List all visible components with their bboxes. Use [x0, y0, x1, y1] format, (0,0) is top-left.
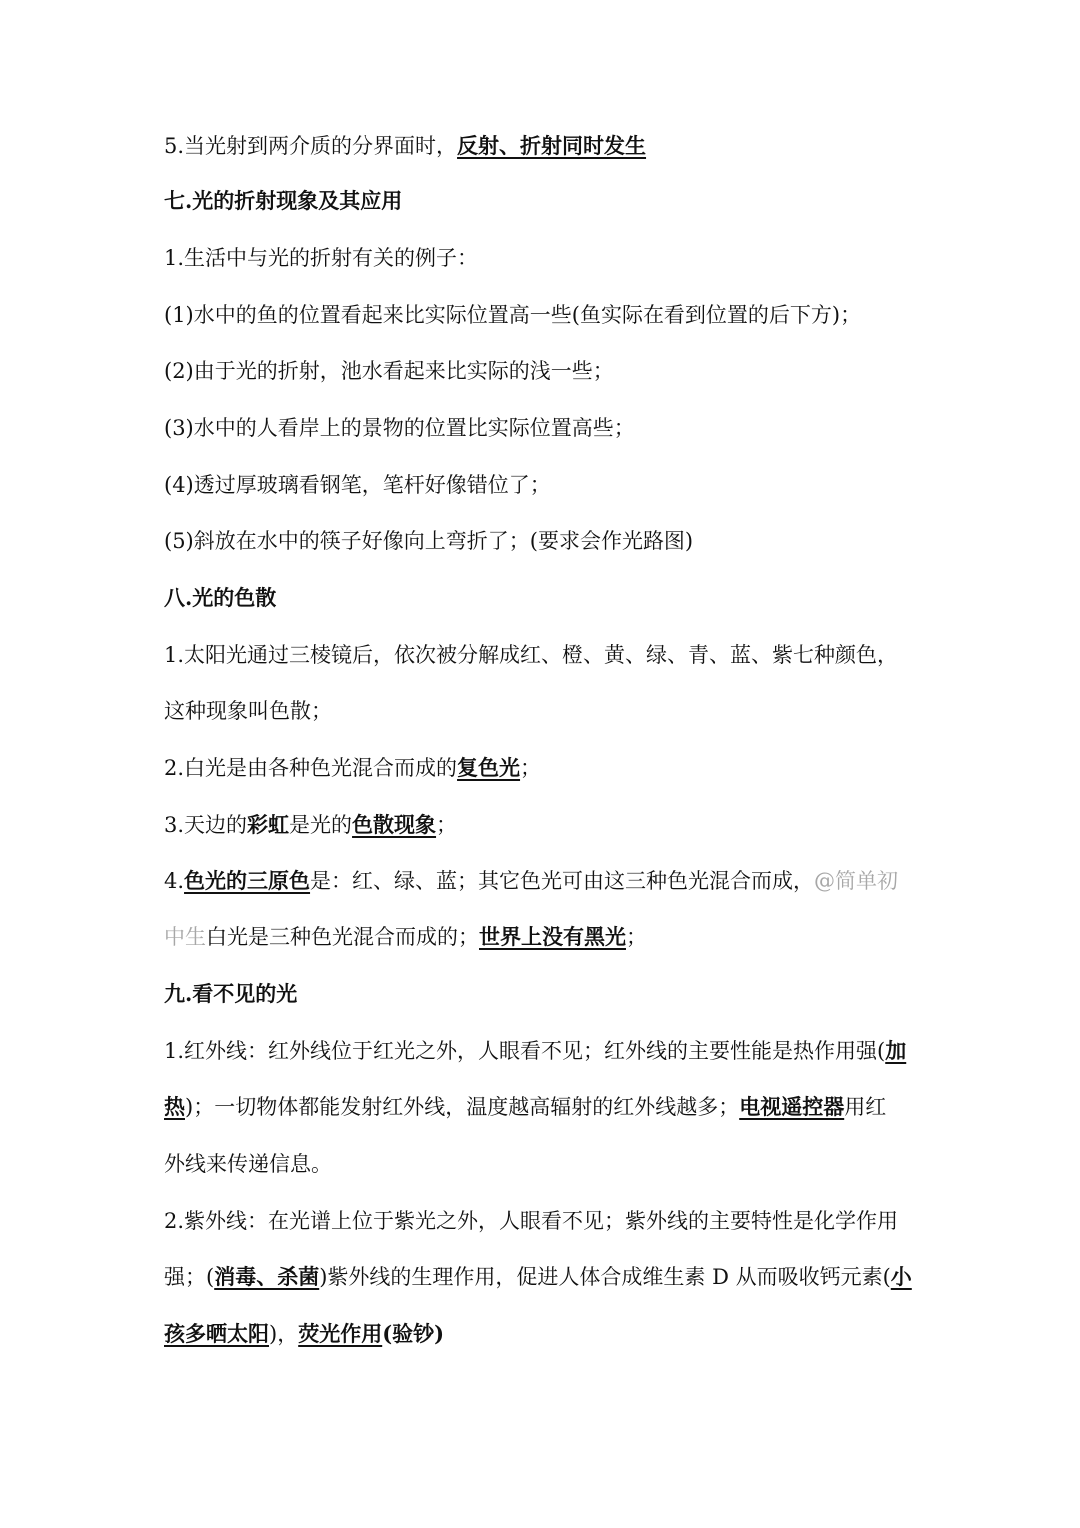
text-line — [164, 300, 924, 330]
bold-term: (验钞) — [382, 1321, 445, 1346]
text-segment: )紫外线的生理作用，促进人体合成维生素 D 从而吸收钙元素( — [319, 1265, 891, 1289]
emphasized-term: 反射、折射同时发生 — [457, 133, 647, 158]
text-segment: 九.看不见的光 — [164, 981, 298, 1006]
text-segment: (2)由于光的折射，池水看起来比实际的浅一些； — [164, 359, 614, 383]
watermark-text: @简单初 — [814, 869, 899, 893]
text-line — [164, 922, 924, 952]
text-line — [164, 1036, 924, 1066]
text-segment: 1.太阳光通过三棱镜后，依次被分解成红、橙、黄、绿、青、蓝、紫七种颜色， — [164, 643, 899, 667]
text-segment: )， — [269, 1322, 299, 1346]
text-segment: 用红 — [844, 1095, 887, 1119]
emphasized-term: 消毒、杀菌 — [214, 1264, 320, 1289]
text-line — [164, 1092, 924, 1122]
text-segment: (5)斜放在水中的筷子好像向上弯折了；(要求会作光路图) — [164, 529, 694, 553]
text-line — [164, 753, 924, 783]
text-segment: (4)透过厚玻璃看钢笔，笔杆好像错位了； — [164, 473, 551, 497]
emphasized-term: 电视遥控器 — [739, 1094, 845, 1119]
text-segment: 1.生活中与光的折射有关的例子： — [164, 246, 479, 270]
text-line — [164, 131, 924, 161]
text-line — [164, 243, 924, 273]
text-segment: 白光是三种色光混合而成的； — [206, 925, 479, 949]
text-segment: ； — [436, 813, 458, 837]
text-line — [164, 356, 924, 386]
text-segment: ； — [626, 925, 647, 949]
text-segment: 八.光的色散 — [164, 585, 277, 610]
text-segment: 2.白光是由各种色光混合而成的 — [164, 756, 458, 780]
emphasized-term: 世界上没有黑光 — [479, 924, 626, 949]
bold-term: 彩虹 — [247, 812, 290, 837]
text-line — [164, 866, 924, 896]
text-line — [164, 470, 924, 500]
emphasized-term: 复色光 — [457, 755, 521, 780]
emphasized-term: 荧光作用 — [298, 1321, 383, 1346]
text-line — [164, 1319, 924, 1349]
text-segment: 外线来传递信息。 — [164, 1152, 332, 1176]
text-line — [164, 1206, 924, 1236]
section-heading — [164, 186, 924, 216]
section-heading — [164, 979, 924, 1009]
text-segment: 5.当光射到两介质的分界面时， — [164, 134, 458, 158]
text-segment: 3.天边的 — [164, 813, 248, 837]
text-line — [164, 640, 924, 670]
text-segment: 1.红外线：红外线位于红光之外，人眼看不见；红外线的主要性能是热作用强( — [164, 1039, 886, 1063]
text-segment: (1)水中的鱼的位置看起来比实际位置高一些(鱼实际在看到位置的后下方)； — [164, 303, 862, 327]
text-segment: 4. — [164, 869, 185, 893]
text-segment: 七.光的折射现象及其应用 — [164, 188, 403, 213]
text-segment: ； — [520, 756, 542, 780]
text-line — [164, 696, 924, 726]
text-segment: )；一切物体都能发射红外线，温度越高辐射的红外线越多； — [185, 1095, 740, 1119]
watermark-text: 中生 — [164, 925, 206, 949]
text-segment: (3)水中的人看岸上的景物的位置比实际位置高些； — [164, 416, 635, 440]
text-segment: 是：红、绿、蓝；其它色光可由这三种色光混合而成， — [310, 869, 815, 893]
emphasized-term: 色光的三原色 — [184, 868, 311, 893]
text-line — [164, 810, 924, 840]
text-segment: 这种现象叫色散； — [164, 699, 332, 723]
text-line — [164, 1262, 924, 1292]
section-heading — [164, 583, 924, 613]
text-line — [164, 1149, 924, 1179]
emphasized-term: 孩多晒太阳 — [164, 1321, 269, 1346]
text-segment: 是光的 — [289, 813, 353, 837]
emphasized-term: 色散现象 — [352, 812, 437, 837]
emphasized-term: 小 — [890, 1264, 912, 1289]
text-segment: 2.紫外线：在光谱上位于紫光之外，人眼看不见；紫外线的主要特性是化学作用 — [164, 1209, 899, 1233]
text-line — [164, 413, 924, 443]
emphasized-term: 加 — [885, 1038, 907, 1063]
text-segment: 强；( — [164, 1265, 215, 1289]
text-line — [164, 526, 924, 556]
emphasized-term: 热 — [164, 1094, 185, 1119]
